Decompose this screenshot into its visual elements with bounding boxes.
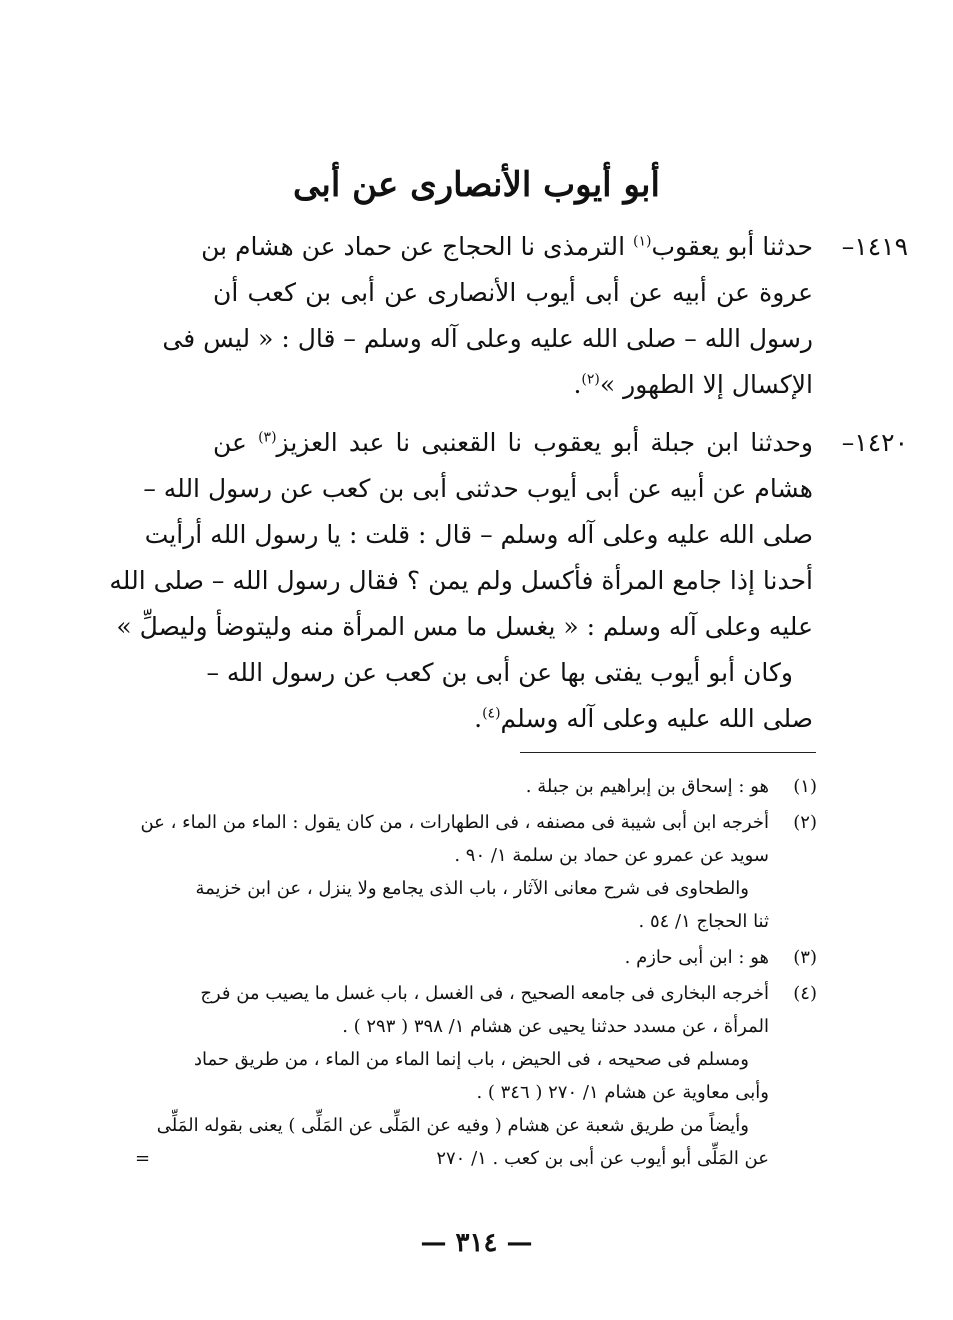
- footnote-2: [135, 806, 817, 938]
- footnote-line: عن المَلِّى أبو أيوب عن أبى بن كعب . ١/ ٢٧٠ =: [135, 1142, 769, 1175]
- footnote-ref[interactable]: (١): [633, 233, 652, 250]
- hadith-line: هشام عن أبيه عن أبى أيوب حدثنى أبى بن كعب عن رسول الله –: [143, 474, 813, 503]
- hadith-number: ١٤٢٠–: [841, 428, 908, 457]
- footnote-line: وأيضاً من طريق شعبة عن هشام ( وفيه عن المَلِّى عن المَلِّى ) يعنى بقوله المَلِّى: [156, 1115, 749, 1136]
- hadith-line: عروة عن أبيه عن أبى أيوب الأنصارى عن أبى بن كعب أن: [213, 278, 813, 307]
- footnote-line: سويد عن عمرو عن حماد بن سلمة ١/ ٩٠ .: [454, 845, 769, 866]
- hadith-line: حدثنا أبو يعقوب$^{(١)}$ الترمذى نا الحجاج عن حماد عن هشام بن: [201, 232, 813, 261]
- page-number: — ٣١٤ —: [420, 1228, 533, 1258]
- hadith-line: وحدثنا ابن جبلة أبو يعقوب نا القعنبى نا عبد العزيز$^{(٣)}$ عن: [213, 428, 814, 457]
- footnote-line: والطحاوى فى شرح معانى الآثار ، باب الذى يجامع ولا ينزل ، عن ابن خزيمة: [195, 878, 749, 899]
- footnote-line: هو : إسحاق بن إبراهيم بن جبلة .: [525, 776, 769, 797]
- footnote-number: (٤): [793, 983, 817, 1004]
- hadith-1419: [162, 224, 908, 408]
- footnote-line: هو : ابن أبى حازم .: [624, 947, 769, 968]
- footnote-ref[interactable]: (٢): [581, 371, 600, 388]
- footnote-line: وأبى معاوية عن هشام ١/ ٢٧٠ ( ٣٤٦ ) .: [476, 1082, 769, 1103]
- footnote-line: المرأة ، عن مسدد حدثنا يحيى عن هشام ١/ ٣٩٨ ( ٢٩٣ ) .: [342, 1016, 769, 1037]
- footnote-line: ومسلم فى صحيحه ، فى الحيض ، باب إنما الماء من الماء ، من طريق حماد: [193, 1049, 749, 1070]
- footnote-number: (٣): [793, 947, 817, 968]
- hadith-line: رسول الله – صلى الله عليه وعلى آله وسلم – قال : « ليس فى: [162, 324, 813, 353]
- continuation-mark: =: [135, 1148, 151, 1169]
- hadith-line: وكان أبو أيوب يفتى بها عن أبى بن كعب عن رسول الله –: [206, 658, 793, 687]
- footnote-line: أخرجه البخارى فى جامعه الصحيح ، فى الغسل ، باب غسل ما يصيب من فرج: [200, 983, 769, 1004]
- footnote-3: [135, 941, 817, 974]
- footnote-ref[interactable]: (٤): [482, 705, 501, 722]
- footnote-number: (٢): [793, 812, 817, 833]
- footnote-line: أخرجه ابن أبى شيبة فى مصنفه ، فى الطهارات ، من كان يقول : الماء من الماء ، عن: [140, 812, 769, 833]
- hadith-line: أحدنا إذا جامع المرأة فأكسل ولم يمن ؟ فقال رسول الله – صلى الله: [109, 566, 813, 595]
- hadith-line: صلى الله عليه وعلى آله وسلم – قال : قلت : يا رسول الله أرأيت: [144, 520, 813, 549]
- footnote-ref[interactable]: (٣): [258, 429, 277, 446]
- hadith-1420: [109, 420, 908, 742]
- hadith-line: صلى الله عليه وعلى آله وسلم$^{(٤)}$.: [474, 704, 813, 733]
- hadith-line: عليه وعلى آله وسلم : « يغسل ما مس المرأة منه وليتوضأ وليصلِّ »: [116, 612, 813, 641]
- footnote-1: [135, 770, 817, 803]
- footnote-number: (١): [793, 776, 817, 797]
- footnotes: [135, 770, 817, 1178]
- hadith-number: ١٤١٩–: [841, 232, 908, 261]
- hadith-line: الإكسال إلا الطهور »$^{(٢)}$.: [573, 370, 813, 399]
- section-title: أبو أيوب الأنصارى عن أبى: [293, 165, 660, 205]
- footnote-4: [135, 977, 817, 1175]
- footnote-line: ثنا الحجاج ١/ ٥٤ .: [638, 911, 769, 932]
- footnote-divider: [520, 752, 816, 753]
